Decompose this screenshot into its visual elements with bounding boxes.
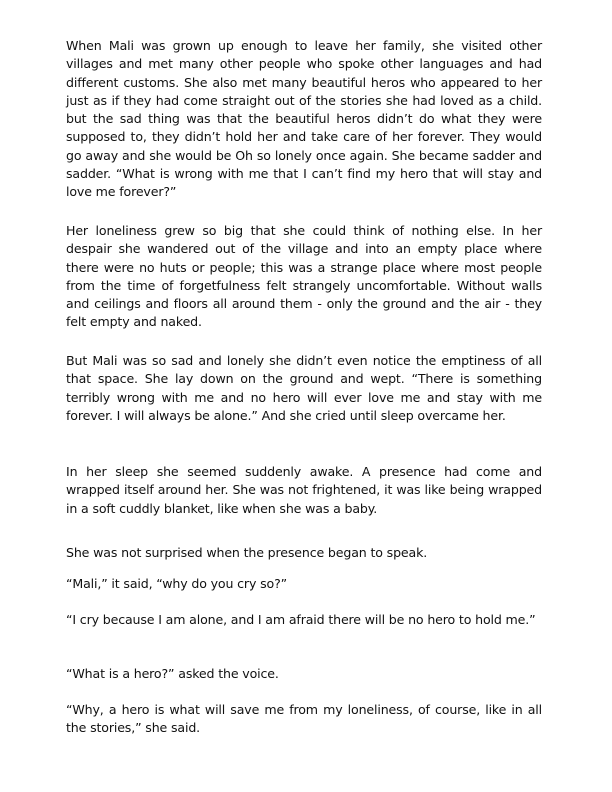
paragraph-9: “Why, a hero is what will save me from my loneliness, of course, like in all the stories,” she said.	[66, 702, 542, 736]
paragraph-2: Her loneliness grew so big that she could think of nothing else. In her despair she wandered out of the village and into an empty place where there were no huts or people; this was a strange place where most people from the time of forgetfulness felt strangely uncomfortable. Without walls and ceilings and floors all around them - only the ground and the air - they felt empty and naked.	[66, 223, 542, 330]
paragraph-1: When Mali was grown up enough to leave her family, she visited other villages and met many other people who spoke other languages and had different customs. She also met many beautiful heros who appeared to her just as if they had come straight out of the stories she had loved as a child. but the sad thing was that the beautiful heros didn’t do what they were supposed to, they didn’t hold her and take care of her forever. They would go away and she would be Oh so lonely once again. She became sadder and sadder. “What is wrong with me that I can’t find my hero that will stay and love me forever?”	[66, 38, 542, 200]
paragraph-5: She was not surprised when the presence began to speak.	[66, 545, 428, 560]
paragraph-8: “What is a hero?” asked the voice.	[66, 666, 279, 681]
paragraph-4: In her sleep she seemed suddenly awake. A presence had come and wrapped itself around her. She was not frightened, it was like being wrapped in a soft cuddly blanket, like when she was a baby.	[66, 464, 542, 516]
paragraph-3: But Mali was so sad and lonely she didn’t even notice the emptiness of all that space. She lay down on the ground and wept. “There is something terribly wrong with me and no hero will ever love me and stay with me forever. I will always be alone.” And she cried until sleep overcame her.	[66, 353, 542, 423]
paragraph-6: “Mali,” it said, “why do you cry so?”	[66, 576, 287, 591]
paragraph-7: “I cry because I am alone, and I am afraid there will be no hero to hold me.”	[66, 612, 536, 627]
